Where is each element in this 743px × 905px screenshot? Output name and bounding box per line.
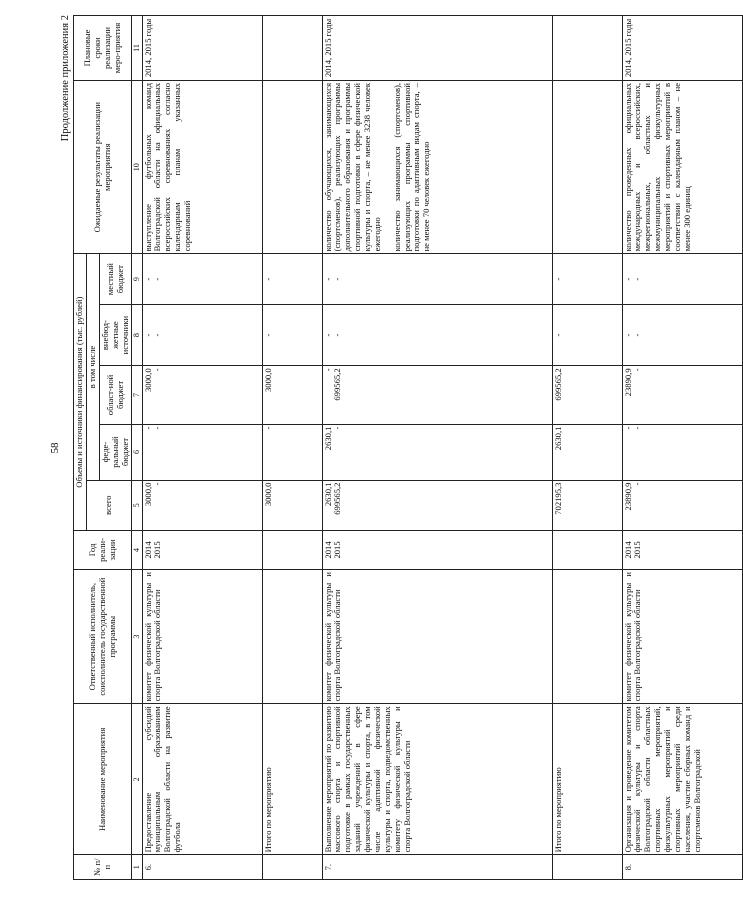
row-regional: 3000,0 [262,366,322,424]
col-number: 8 [132,304,142,366]
row-name: Выполнение мероприятий по развитию массового спорта и спортивной подготовке в рамках государственных заданий учреждений в сфере физической культуры и спорта, в том числе адаптивной физической культуры и спорта, подведомственных комитету физической культуры и спорта Волгоградской области [322,704,552,855]
row-responsible [262,570,322,704]
program-table [73,15,743,880]
col-number: 3 [132,570,142,704]
row-number [552,855,622,880]
col-number: 10 [132,80,142,253]
table-row [622,16,742,880]
row-year: 2014 2015 [622,530,742,569]
row-result [262,80,322,253]
header-including: в том числе [86,254,99,480]
row-responsible: комитет физической культуры и спорта Волгоградской области [142,570,262,704]
row-name: Итого по мероприятию [552,704,622,855]
page-number: 58 [49,442,61,454]
header-funding: Объемы и источники финансирования (тыс. рублей) [74,254,87,530]
row-result: количество обучающихся, занимающихся (спортсменов), реализующих программы дополнительного образования и программы спортивной подготовки в сфере физической культуры и спорта, – не менее 3238 человек ежегодно количество занимающихся (спортсменов), реализующих программы спортивной подготовки по адаптивным видам спорта, – не менее 70 человек ежегодно [322,80,552,253]
row-result: выступление футбольных команд Волгоградской области на официальных всероссийских соревнованиях согласно календарным планам указанных соревнований [142,80,262,253]
table-row [552,16,622,880]
header-federal: феде-ральный бюджет [99,424,132,480]
col-number: 1 [132,855,142,880]
col-number: 9 [132,254,142,304]
row-terms [552,16,622,81]
row-federal: - - [622,424,742,480]
row-local: - - [142,254,262,304]
row-extrabudget: - - [322,304,552,366]
row-terms: 2014, 2015 годы [142,16,262,81]
row-terms [262,16,322,81]
row-regional: 699565,2 [552,366,622,424]
appendix-note: Продолжение приложения 2 [60,15,71,142]
header-year: Год реали-зации [74,530,132,569]
row-year [262,530,322,569]
col-number: 5 [132,480,142,530]
row-result [552,80,622,253]
header-results: Ожидаемые результаты реализации мероприятия [74,80,132,253]
row-federal: 2630,1 [552,424,622,480]
header-extrabudget: внебюд-жетные источники [99,304,132,366]
row-name: Итого по мероприятию [262,704,322,855]
row-federal: 2630,1 - [322,424,552,480]
header-total: всего [86,480,132,530]
row-regional: - 699565,2 [322,366,552,424]
header-num: № п/п [74,855,132,880]
row-federal: - [262,424,322,480]
col-number: 11 [132,16,142,81]
row-local: - - [622,254,742,304]
row-total: 3000,0 [262,480,322,530]
row-extrabudget: - - [622,304,742,366]
row-total: 3000,0 - [142,480,262,530]
row-year: 2014 2015 [322,530,552,569]
row-extrabudget: - [552,304,622,366]
row-total: 23890,9 - [622,480,742,530]
row-year: 2014 2015 [142,530,262,569]
row-extrabudget: - - [142,304,262,366]
row-federal: - - [142,424,262,480]
row-year [552,530,622,569]
table-row [262,16,322,880]
row-number: 7. [322,855,552,880]
header-responsible: Ответственный исполнитель, соисполнитель государственной программы [74,570,132,704]
row-responsible: комитет физической культуры и спорта Волгоградской области [322,570,552,704]
row-local: - [262,254,322,304]
row-responsible [552,570,622,704]
table-row [322,16,552,880]
rotated-page [60,15,702,880]
row-regional: 3000,0 - [142,366,262,424]
row-number: 8. [622,855,742,880]
row-number: 6. [142,855,262,880]
header-regional: област-ной бюджет [99,366,132,424]
col-number: 6 [132,424,142,480]
row-total: 2630,1 699565,2 [322,480,552,530]
row-number [262,855,322,880]
row-local: - - [322,254,552,304]
row-local: - [552,254,622,304]
table-row [142,16,262,880]
header-terms: Плановые сроки реализации меро-приятия [74,16,132,81]
row-extrabudget: - [262,304,322,366]
row-total: 702195,3 [552,480,622,530]
row-name: Организация и проведение комитетом физической культуры и спорта Волгоградской области областных спортивных мероприятий, физкультурных мероприятий и спортивных мероприятий среди населения, участие сборных команд и спортсменов Волгоградской [622,704,742,855]
col-number: 2 [132,704,142,855]
row-name: Предоставление субсидий муниципальным образованиям Волгоградской области на развитие футбола [142,704,262,855]
row-terms: 2014, 2015 годы [622,16,742,81]
row-responsible: комитет физической культуры и спорта Волгоградской области [622,570,742,704]
col-number: 4 [132,530,142,569]
header-name: Наименование мероприятия [74,704,132,855]
row-regional: 23890,9 - [622,366,742,424]
row-terms: 2014, 2015 годы [322,16,552,81]
header-local: местный бюджет [99,254,132,304]
row-result: количество проведенных официальных международных и всероссийских, межрегиональных, областных и межмуниципальных физкультурных мероприятий и спортивных мероприятий в соответствии с календарным планом – не менее 300 единиц [622,80,742,253]
col-number: 7 [132,366,142,424]
